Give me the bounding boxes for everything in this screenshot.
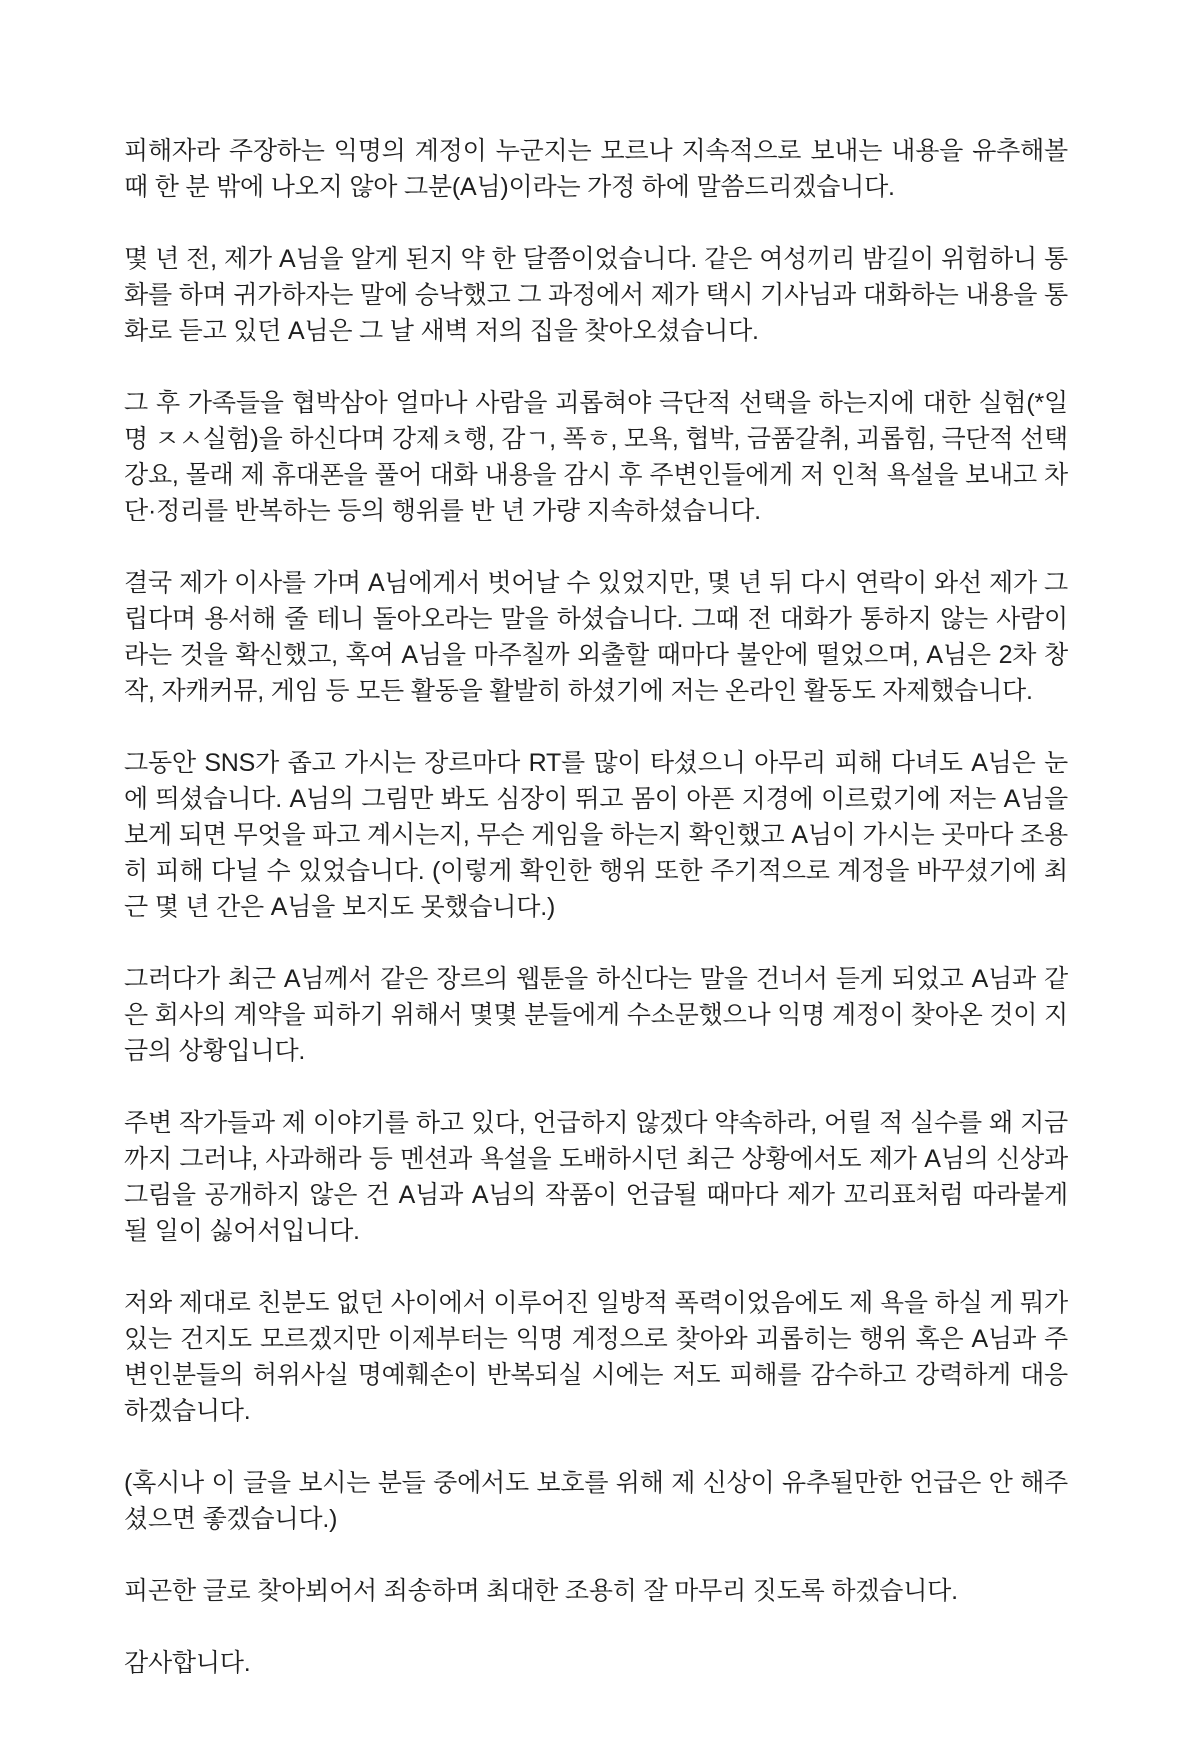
paragraph-first-meeting: 몇 년 전, 제가 A님을 알게 된지 약 한 달쯤이었습니다. 같은 여성끼리 밤길이 위험하니 통화를 하며 귀가하자는 말에 승낙했고 그 과정에서 제가 택시 기사님과 대화하는 내용을 통화로 듣고 있던 A님은 그 날 새벽 저의 집을 찾아오셨습니다. — [124, 245, 1068, 345]
paragraph-intro-assumption: 피해자라 주장하는 익명의 계정이 누군지는 모르나 지속적으로 보내는 내용을 유추해볼 때 한 분 밖에 나오지 않아 그분(A님)이라는 가정 하에 말씀드리겠습니다. — [124, 137, 1068, 201]
paragraph-apology-closing: 피곤한 글로 찾아뵈어서 죄송하며 최대한 조용히 잘 마무리 짓도록 하겠습니다. — [124, 1577, 958, 1605]
paragraph-moving-away: 결국 제가 이사를 가며 A님에게서 벗어날 수 있었지만, 몇 년 뒤 다시 연락이 와선 제가 그립다며 용서해 줄 테니 돌아오라는 말을 하셨습니다. 그때 전 대화가 통하지 않는 사람이라는 것을 확신했고, 혹여 A님을 마주칠까 외출할 때마다 불안에 떨었으며, A님은 2차 창작, 자캐커뮤, 게임 등 모든 활동을 활발히 하셨기에 저는 온라인 활동도 자제했습니다. — [124, 569, 1068, 705]
paragraph-recent-webtoon: 그러다가 최근 A님께서 같은 장르의 웹툰을 하신다는 말을 건너서 듣게 되었고 A님과 같은 회사의 계약을 피하기 위해서 몇몇 분들에게 수소문했으나 익명 계정이 찾아온 것이 지금의 상황입니다. — [124, 965, 1068, 1065]
paragraph-warning-response: 저와 제대로 친분도 없던 사이에서 이루어진 일방적 폭력이었음에도 제 욕을 하실 게 뭐가 있는 건지도 모르겠지만 이제부터는 익명 계정으로 찾아와 괴롭히는 행위 혹은 A님과 주변인분들의 허위사실 명예훼손이 반복되실 시에는 저도 피해를 감수하고 강력하게 대응하겠습니다. — [124, 1289, 1068, 1425]
paragraph-sns-avoidance: 그동안 SNS가 좁고 가시는 장르마다 RT를 많이 타셨으니 아무리 피해 다녀도 A님은 눈에 띄셨습니다. A님의 그림만 봐도 심장이 뛰고 몸이 아픈 지경에 이르렀기에 저는 A님을 보게 되면 무엇을 파고 계시는지, 무슨 게임을 하는지 확인했고 A님이 가시는 곳마다 조용히 피해 다닐 수 있었습니다. (이렇게 확인한 행위 또한 주기적으로 계정을 바꾸셨기에 최근 몇 년 간은 A님을 보지도 못했습니다.) — [124, 749, 1068, 921]
paragraph-thanks: 감사합니다. — [124, 1649, 251, 1677]
paragraph-abuse-description: 그 후 가족들을 협박삼아 얼마나 사람을 괴롭혀야 극단적 선택을 하는지에 대한 실험(*일명 ㅈㅅ실험)을 하신다며 강제ㅊ행, 감ㄱ, 폭ㅎ, 모욕, 협박, 금품갈취, 괴롭힘, 극단적 선택 강요, 몰래 제 휴대폰을 풀어 대화 내용을 감시 후 주변인들에게 저 인척 욕설을 보내고 차단·정리를 반복하는 등의 행위를 반 년 가량 지속하셨습니다. — [124, 389, 1068, 525]
paragraph-privacy-request: (혹시나 이 글을 보시는 분들 중에서도 보호를 위해 제 신상이 유추될만한 언급은 안 해주셨으면 좋겠습니다.) — [124, 1469, 1068, 1533]
paragraph-mentions-reason: 주변 작가들과 제 이야기를 하고 있다, 언급하지 않겠다 약속하라, 어릴 적 실수를 왜 지금까지 그러냐, 사과해라 등 멘션과 욕설을 도배하시던 최근 상황에서도 제가 A님의 신상과 그림을 공개하지 않은 건 A님과 A님의 작품이 언급될 때마다 제가 꼬리표처럼 따라붙게 될 일이 싫어서입니다. — [124, 1109, 1068, 1245]
